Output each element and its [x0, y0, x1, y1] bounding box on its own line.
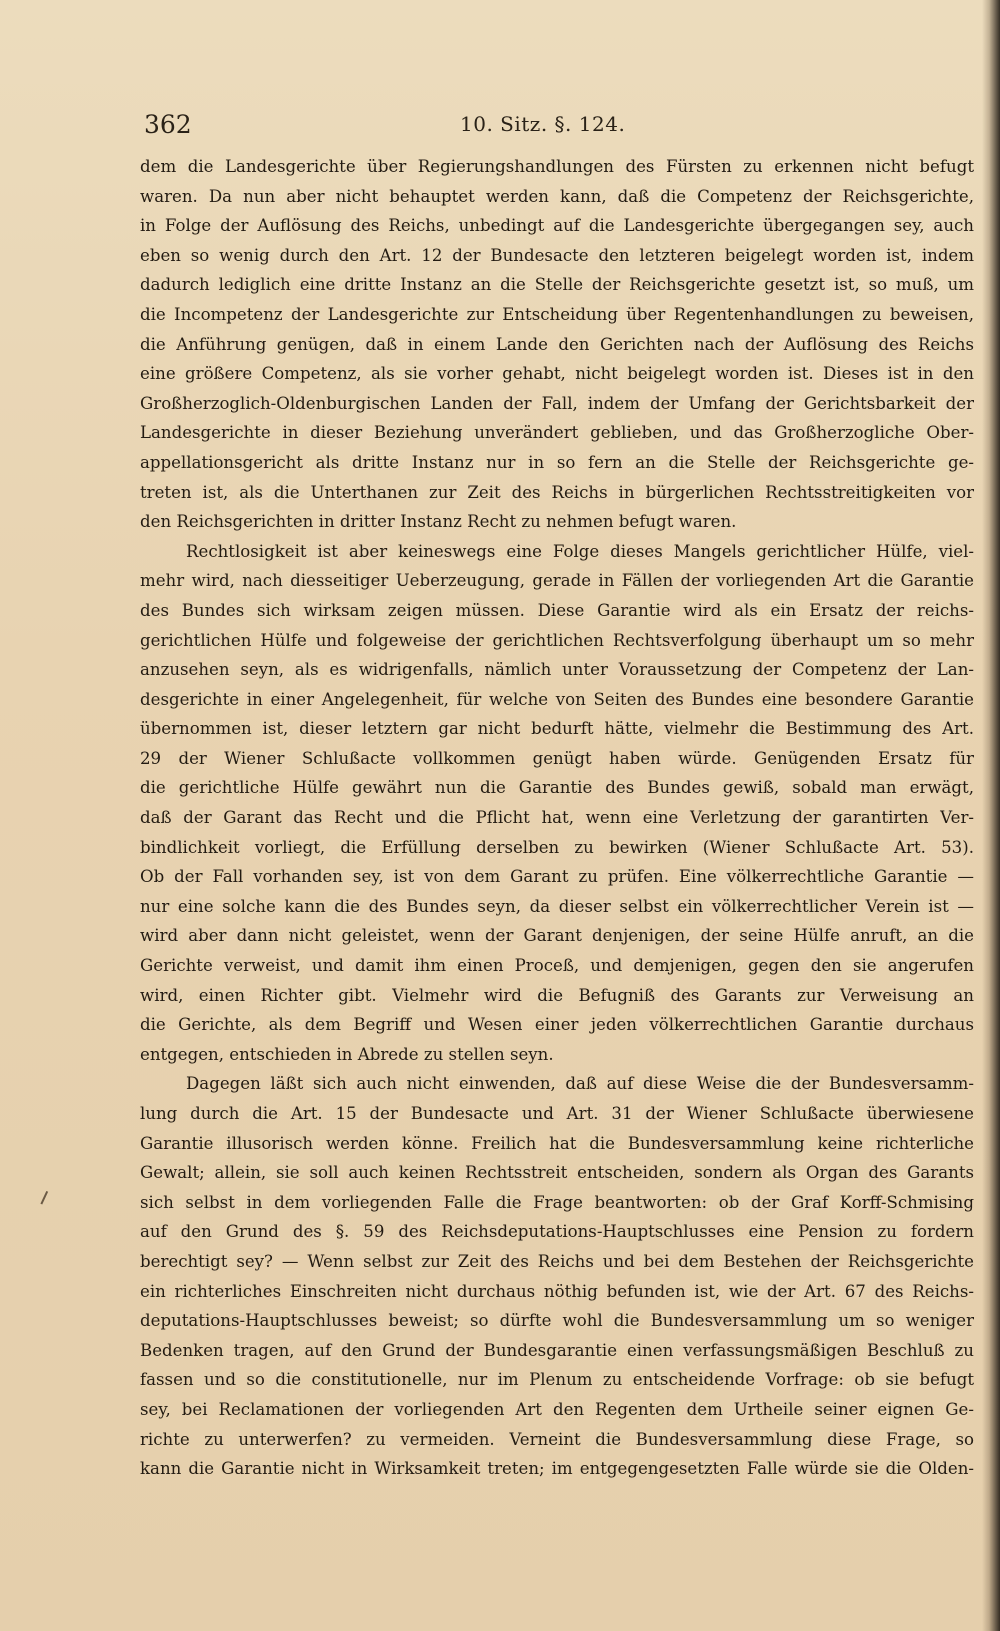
paragraph: [140, 1069, 974, 1483]
text-line: Dagegen läßt sich auch nicht einwenden, daß auf diese Weise die der Bundesversamm-: [186, 1074, 974, 1094]
text-line: wird, einen Richter gibt. Vielmehr wird die Befugniß des Garants zur Verweisung an: [140, 985, 974, 1005]
page-header: [140, 104, 930, 144]
text-line: den Reichsgerichten in dritter Instanz Recht zu nehmen befugt waren.: [140, 512, 737, 532]
text-line: richte zu unterwerfen? zu vermeiden. Verneint die Bundesversammlung diese Frage, so: [140, 1429, 974, 1449]
text-line: desgerichte in einer Angelegenheit, für welche von Seiten des Bundes eine besondere Garantie: [140, 689, 974, 709]
text-line: die gerichtliche Hülfe gewährt nun die Garantie des Bundes gewiß, sobald man erwägt,: [140, 778, 974, 798]
text-line: fassen und so die constitutionelle, nur im Plenum zu entscheidende Vorfrage: ob sie befugt: [140, 1370, 974, 1390]
text-line: Großherzoglich-Oldenburgischen Landen der Fall, indem der Umfang der Gerichtsbarkeit der: [140, 393, 974, 413]
text-line: sey, bei Reclamationen der vorliegenden Art den Regenten dem Urtheile seiner eignen Ge-: [140, 1399, 974, 1419]
text-line: berechtigt sey? — Wenn selbst zur Zeit des Reichs und bei dem Bestehen der Reichsgerichte: [140, 1251, 974, 1271]
text-line: nur eine solche kann die des Bundes seyn, da dieser selbst ein völkerrechtlicher Verein ist —: [140, 896, 974, 916]
text-line: Rechtlosigkeit ist aber keineswegs eine Folge dieses Mangels gerichtlicher Hülfe, viel-: [186, 541, 974, 561]
text-line: ein richterliches Einschreiten nicht durchaus nöthig befunden ist, wie der Art. 67 des Reichs-: [140, 1281, 974, 1301]
page-edge-shadow: [982, 0, 1000, 1631]
text-line: die Anführung genügen, daß in einem Lande den Gerichten nach der Auflösung des Reichs: [140, 334, 974, 354]
paragraph: [140, 152, 974, 537]
text-line: deputations-Hauptschlusses beweist; so dürfte wohl die Bundesversammlung um so weniger: [140, 1311, 974, 1331]
text-line: 29 der Wiener Schlußacte vollkommen genügt haben würde. Genügenden Ersatz für: [140, 748, 974, 768]
page-number: 362: [144, 110, 192, 139]
text-line: anzusehen seyn, als es widrigenfalls, nämlich unter Voraussetzung der Competenz der Lan-: [140, 660, 974, 680]
text-line: wird aber dann nicht geleistet, wenn der Garant denjenigen, der seine Hülfe anruft, an die: [140, 926, 974, 946]
text-line: Gerichte verweist, und damit ihm einen Proceß, und demjenigen, gegen den sie angerufen: [140, 956, 974, 976]
text-line: gerichtlichen Hülfe und folgeweise der gerichtlichen Rechtsverfolgung überhaupt um so mehr: [140, 630, 974, 650]
text-line: in Folge der Auflösung des Reichs, unbedingt auf die Landesgerichte übergegangen sey, auch: [140, 216, 974, 236]
text-line: daß der Garant das Recht und die Pflicht hat, wenn eine Verletzung der garantirten Ver-: [140, 808, 974, 828]
text-line: Landesgerichte in dieser Beziehung unverändert geblieben, und das Großherzogliche Ober-: [140, 423, 974, 443]
text-line: sich selbst in dem vorliegenden Falle die Frage beantworten: ob der Graf Korff-Schmising: [140, 1192, 974, 1212]
text-line: kann die Garantie nicht in Wirksamkeit treten; im entgegengesetzten Falle würde sie die Olden-: [140, 1459, 974, 1479]
text-line: dem die Landesgerichte über Regierungshandlungen des Fürsten zu erkennen nicht befugt: [140, 157, 974, 176]
text-line: Ob der Fall vorhanden sey, ist von dem Garant zu prüfen. Eine völkerrechtliche Garantie —: [140, 867, 974, 887]
text-line: dadurch lediglich eine dritte Instanz an die Stelle der Reichsgerichte gesetzt ist, so muß, um: [140, 275, 974, 295]
text-line: die Incompetenz der Landesgerichte zur Entscheidung über Regentenhandlungen zu beweisen,: [140, 304, 974, 324]
text-line: appellationsgericht als dritte Instanz nur in so fern an die Stelle der Reichsgerichte ge-: [140, 452, 974, 472]
text-line: entgegen, entschieden in Abrede zu stellen seyn.: [140, 1044, 554, 1064]
text-line: eben so wenig durch den Art. 12 der Bundesacte den letzteren beigelegt worden ist, indem: [140, 245, 974, 265]
text-line: treten ist, als die Unterthanen zur Zeit des Reichs in bürgerlichen Rechtsstreitigkeiten vor: [140, 482, 974, 502]
margin-mark: [40, 1191, 53, 1207]
text-line: Gewalt; allein, sie soll auch keinen Rechtsstreit entscheiden, sondern als Organ des Garants: [140, 1163, 974, 1183]
body-text: [140, 152, 974, 1484]
text-line: waren. Da nun aber nicht behauptet werden kann, daß die Competenz der Reichsgerichte,: [140, 186, 974, 206]
text-line: Garantie illusorisch werden könne. Freilich hat die Bundesversammlung keine richterliche: [140, 1133, 974, 1153]
text-line: lung durch die Art. 15 der Bundesacte und Art. 31 der Wiener Schlußacte überwiesene: [140, 1104, 974, 1123]
text-line: eine größere Competenz, als sie vorher gehabt, nicht beigelegt worden ist. Dieses ist in den: [140, 364, 974, 384]
text-line: mehr wird, nach diesseitiger Ueberzeugung, gerade in Fällen der vorliegenden Art die Garantie: [140, 571, 974, 591]
text-line: des Bundes sich wirksam zeigen müssen. Diese Garantie wird als ein Ersatz der reichs-: [140, 600, 974, 620]
text-line: übernommen ist, dieser letztern gar nicht bedurft hätte, vielmehr die Bestimmung des Art.: [140, 719, 974, 739]
text-line: auf den Grund des §. 59 des Reichsdeputations-Hauptschlusses eine Pension zu fordern: [140, 1222, 974, 1242]
text-line: Bedenken tragen, auf den Grund der Bundesgarantie einen verfassungsmäßigen Beschluß zu: [140, 1340, 974, 1360]
text-line: die Gerichte, als dem Begriff und Wesen einer jeden völkerrechtlichen Garantie durchaus: [140, 1015, 974, 1035]
running-head: 10. Sitz. §. 124.: [460, 112, 626, 136]
paragraph: [140, 537, 974, 1070]
text-line: bindlichkeit vorliegt, die Erfüllung derselben zu bewirken (Wiener Schlußacte Art. 53).: [140, 837, 974, 857]
